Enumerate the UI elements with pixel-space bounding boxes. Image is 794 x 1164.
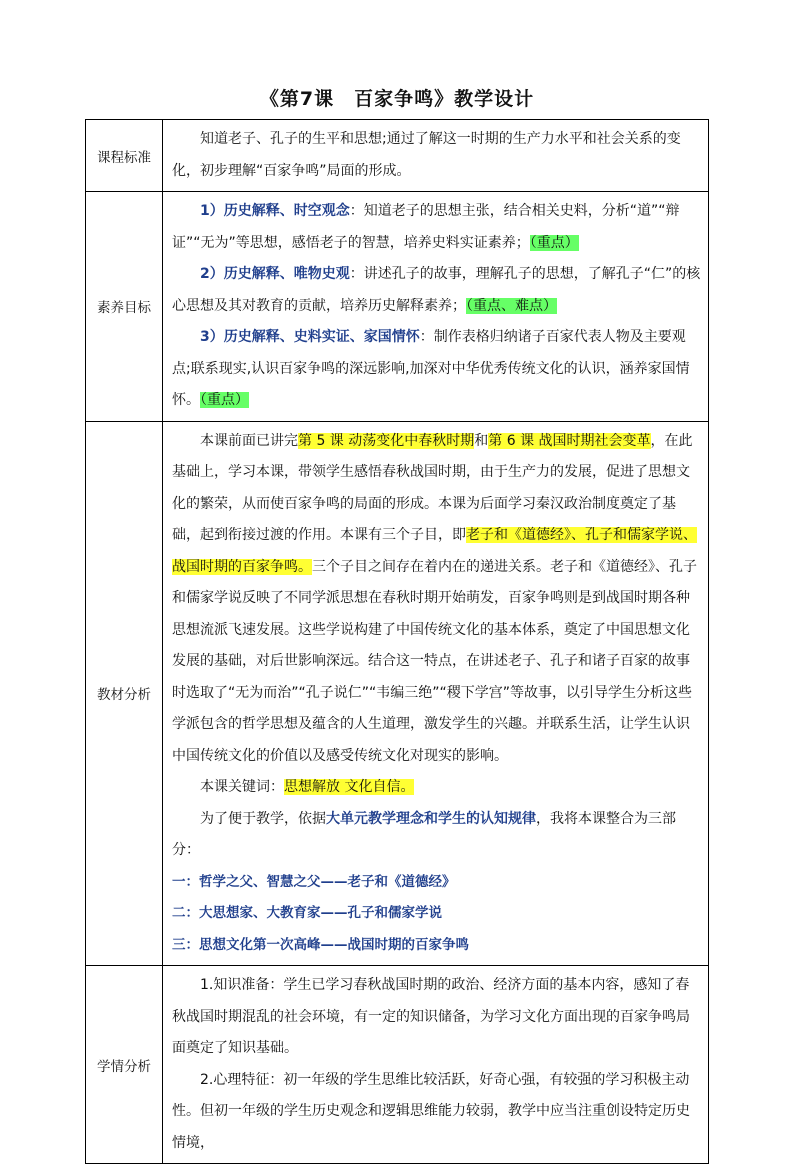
analysis-highlight-lesson-6: 第 6 课 战国时期社会变革 [488, 432, 651, 449]
analysis-text-c: ，在此基础上，学习本课，带领学生感悟春秋战国时期，由于生产力的发展，促进了思想文化的繁荣，从而使百家争鸣的局面的形成。本课为后面学习秦汉政治制度奠定了基础，起到衔接过渡的作用。本课有三个子目，即 [172, 432, 693, 543]
cell-literacy-goals [163, 192, 709, 422]
analysis-keywords [172, 772, 702, 804]
row-course-standard [86, 120, 709, 192]
goal-3-tag: （重点） [200, 392, 249, 408]
goal-3-number: 3） [200, 329, 224, 345]
part-2: 二：大思想家、大教育家——孔子和儒家学说 [172, 905, 442, 921]
lesson-plan-table [85, 119, 709, 1164]
analysis-highlight-subtopics: 老子和《道德经》、孔子和儒家学说、战国时期的百家争鸣。 [172, 527, 697, 575]
goal-3-keywords: 历史解释、史料实证、家国情怀 [223, 329, 420, 345]
goal-1-colon: ： [349, 203, 364, 219]
cell-textbook-analysis [163, 421, 709, 966]
goal-1-tag: （重点） [529, 234, 579, 251]
goal-3 [172, 322, 702, 417]
row-literacy-goals [86, 192, 709, 422]
goal-2 [172, 259, 702, 322]
analysis-text-b: 和 [474, 432, 489, 449]
goal-2-text: 讲述孔子的故事，理解孔子的思想，了解孔子“仁”的核心思想及其对教育的贡献，培养历史解释素养； [172, 266, 701, 314]
goal-1-number: 1） [200, 203, 224, 219]
keywords-highlight: 思想解放 文化自信。 [284, 779, 415, 795]
analysis-highlight-lesson-5: 第 5 课 动荡变化中春秋时期 [298, 432, 475, 449]
analysis-text-a: 本课前面已讲完 [200, 432, 298, 449]
integration-text-b: ，我将本课整合为三部分： [172, 810, 676, 858]
goal-2-tag: （重点、难点） [466, 297, 557, 314]
analysis-paragraph-1 [172, 426, 702, 773]
label-literacy-goals: 素养目标 [86, 192, 163, 422]
goal-3-text: 制作表格归纳诸子百家代表人物及主要观点;联系现实,认识百家争鸣的深远影响,加深对中华优秀传统文化的认识，涵养家国情怀。 [172, 329, 690, 408]
standard-text: 知道老子、孔子的生平和思想;通过了解这一时期的生产力水平和社会关系的变化，初步理解“百家争鸣”局面的形成。 [172, 131, 681, 179]
goal-2-number: 2） [200, 266, 224, 282]
goal-3-colon: ： [419, 329, 434, 345]
integration-keyword: 大单元教学理念和学生的认知规律 [326, 810, 536, 827]
integration-text-a: 为了便于教学，依据 [200, 810, 326, 827]
label-student-analysis: 学情分析 [86, 966, 163, 1164]
students-knowledge: 1.知识准备：学生已学习春秋战国时期的政治、经济方面的基本内容，感知了春秋战国时期混乱的社会环境，有一定的知识储备，为学习文化方面出现的百家争鸣局面奠定了知识基础。 [172, 977, 690, 1056]
label-course-standard: 课程标准 [86, 120, 163, 192]
goal-1-text: 知道老子的思想主张，结合相关史料，分析“道”“辩证”“无为”等思想，感悟老子的智慧，培养史料实证素养； [172, 203, 680, 251]
goal-2-colon: ： [349, 266, 364, 282]
keywords-label: 本课关键词： [200, 779, 284, 795]
cell-student-analysis [163, 966, 709, 1164]
goal-2-keywords: 历史解释、唯物史观 [223, 266, 350, 282]
row-textbook-analysis [86, 421, 709, 966]
part-1: 一：哲学之父、智慧之父——老子和《道德经》 [172, 873, 456, 890]
analysis-text-d: 三个子目之间存在着内在的递进关系。老子和《道德经》、孔子和儒家学说反映了不同学派思想在春秋时期开始萌发，百家争鸣则是到战国时期各种思想流派飞速发展。这些学说构建了中国传统文化的基本体系，奠定了中国思想文化发展的基础，对后世影响深远。结合这一特点，在讲述老子、孔子和诸子百家的故事时选取了“无为而治”“孔子说仁”“韦编三绝”“稷下学宫”等故事，以引导学生分析这些学派包含的哲学思想及蕴含的人生道理，激发学生的兴趣。并联系生活，让学生认识中国传统文化的价值以及感受传统文化对现实的影响。 [172, 558, 697, 764]
analysis-integration [172, 804, 702, 867]
cell-course-standard [163, 120, 709, 192]
students-psychology: 2.心理特征：初一年级的学生思维比较活跃，好奇心强，有较强的学习积极主动性。但初一年级的学生历史观念和逻辑思维能力较弱，教学中应当注重创设特定历史情境， [172, 1071, 690, 1151]
label-textbook-analysis: 教材分析 [86, 421, 163, 966]
part-3: 三：思想文化第一次高峰——战国时期的百家争鸣 [172, 936, 469, 953]
goal-1-keywords: 历史解释、时空观念 [223, 203, 350, 219]
goal-1 [172, 196, 702, 259]
document-title: 《第7课 百家争鸣》教学设计 [259, 88, 535, 110]
row-student-analysis [86, 966, 709, 1164]
